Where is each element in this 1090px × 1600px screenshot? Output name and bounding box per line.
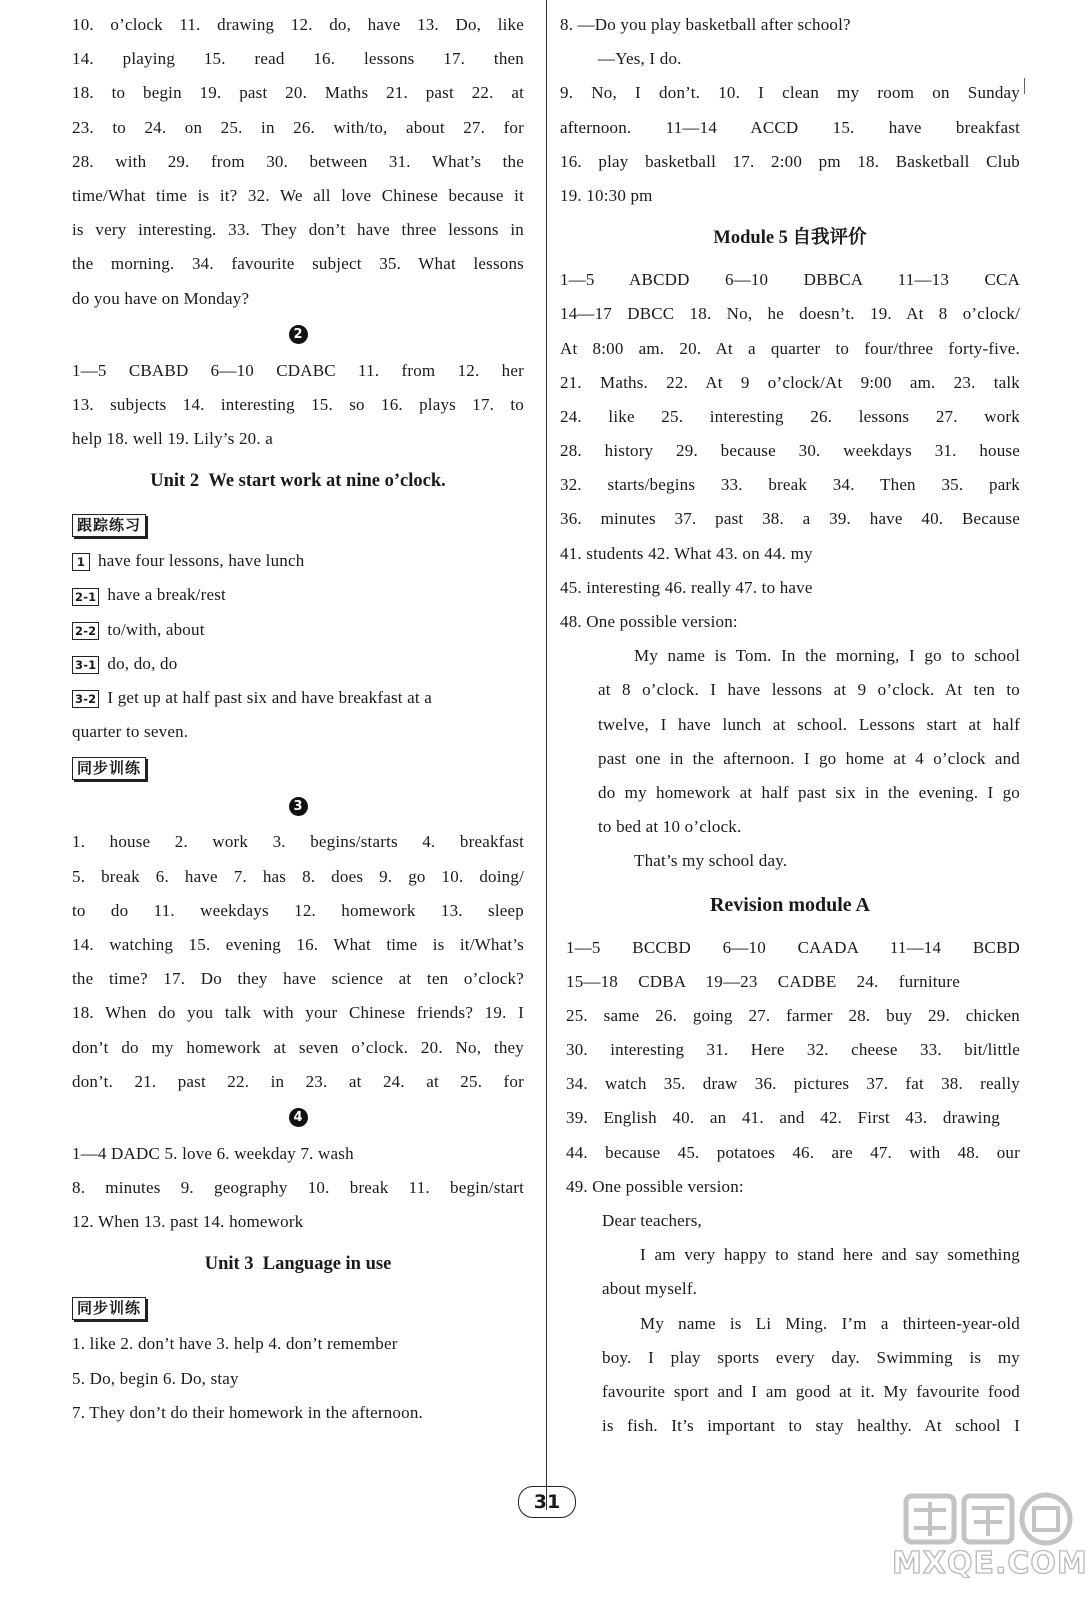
answer-line: 15—18 CDBA 19—23 CADBE 24. furniture <box>566 971 960 991</box>
essay-line: past one in the afternoon. I go home at 4 o’clock and <box>598 748 1020 768</box>
essay-line: to bed at 10 o’clock. <box>598 817 742 837</box>
answer-line <box>72 578 524 612</box>
section-number-4 <box>72 1099 524 1137</box>
answer-line: 28. with 29. from 30. between 31. What’s the <box>72 151 524 171</box>
answer-line: 1. like 2. don’t have 3. help 4. don’t remember <box>72 1334 398 1354</box>
answer-line: —Yes, I do. <box>598 49 682 69</box>
answer-line: 14. watching 15. evening 16. What time is it/What’s <box>72 934 524 954</box>
answer-line: 1. house 2. work 3. begins/starts 4. breakfast <box>72 832 524 852</box>
answer-line: 28. history 29. because 30. weekdays 31. house <box>560 441 1020 461</box>
answer-line: 18. to begin 19. past 20. Maths 21. past 22. at <box>72 83 524 103</box>
answer-line: to do 11. weekdays 12. homework 13. sleep <box>72 900 524 920</box>
answer-line: 13. subjects 14. interesting 15. so 16. plays 17. to <box>72 394 524 414</box>
step-tag: 1 <box>72 553 90 571</box>
answer-line: 41. students 42. What 43. on 44. my <box>560 543 813 563</box>
unit-title: We start work at nine o’clock. <box>208 471 446 492</box>
answer-line: afternoon. 11—14 ACCD 15. have breakfast <box>560 117 1020 137</box>
essay-line: I am very happy to stand here and say something <box>640 1245 1020 1265</box>
answer-line: 23. to 24. on 25. in 26. with/to, about 27. for <box>72 117 524 137</box>
essay-line: is fish. It’s important to stay healthy. At school I <box>602 1416 1020 1436</box>
step-tag: 3-2 <box>72 690 99 708</box>
answer-line: 7. They don’t do their homework in the afternoon. <box>72 1402 423 1422</box>
essay-line: favourite sport and I am good at it. My favourite food <box>602 1381 1020 1401</box>
unit-number: Unit 3 <box>204 1254 254 1275</box>
answer-line: 1—5 CBABD 6—10 CDABC 11. from 12. her <box>72 360 524 380</box>
answer-line: 48. One possible version: <box>560 612 738 631</box>
answer-line: 32. starts/begins 33. break 34. Then 35. park <box>560 475 1020 495</box>
revision-module-a-heading: Revision module A <box>709 893 871 916</box>
answer-line: 34. watch 35. draw 36. pictures 37. fat 38. really <box>566 1074 1020 1094</box>
answer-line: 25. same 26. going 27. farmer 28. buy 29. chicken <box>566 1005 1020 1025</box>
answer-line: the time? 17. Do they have science at ten o’clock? <box>72 969 524 989</box>
unit-2-heading <box>72 456 524 506</box>
answer-line <box>72 681 524 715</box>
answer-line: 45. interesting 46. really 47. to have <box>560 577 813 597</box>
unit-number: Unit 2 <box>150 471 200 492</box>
step-answer: do, do, do <box>107 653 178 673</box>
step-answer: have a break/rest <box>107 585 226 605</box>
answer-line: 1—5 BCCBD 6—10 CAADA 11—14 BCBD <box>566 937 1020 957</box>
answer-line: 21. Maths. 22. At 9 o’clock/At 9:00 am. 23. talk <box>560 372 1020 392</box>
essay-line: Dear teachers, <box>602 1211 703 1230</box>
essay-line: My name is Li Ming. I’m a thirteen-year-old <box>640 1313 1020 1333</box>
section-label-row <box>72 1289 524 1327</box>
step-answer: have four lessons, have lunch <box>98 551 305 571</box>
section-number-3 <box>72 787 524 825</box>
section-label-row <box>72 506 524 544</box>
answer-line: 44. because 45. potatoes 46. are 47. with 48. our <box>566 1142 1020 1162</box>
answer-line: 8. —Do you play basketball after school? <box>560 15 851 34</box>
answer-line: 36. minutes 37. past 38. a 39. have 40. Because <box>560 509 1020 529</box>
answer-line: 16. play basketball 17. 2:00 pm 18. Basketball Club <box>560 151 1020 171</box>
unit-title: Language in use <box>262 1254 392 1275</box>
step-tag: 2-2 <box>72 622 99 640</box>
step-answer: I get up at half past six and have breakfast at a <box>107 688 433 707</box>
section-label-row <box>72 749 524 787</box>
section-label: 同步训练 <box>72 757 146 780</box>
column-divider <box>546 0 547 1510</box>
page-number: 31 <box>518 1486 576 1518</box>
essay-line: about myself. <box>602 1279 698 1299</box>
answer-line: 12. When 13. past 14. homework <box>72 1212 304 1232</box>
answer-line: At 8:00 am. 20. At a quarter to four/three forty-five. <box>560 338 1020 358</box>
answer-line: 9. No, I don’t. 10. I clean my room on Sunday <box>560 83 1020 103</box>
margin-mark <box>1024 78 1025 94</box>
answer-line: 39. English 40. an 41. and 42. First 43. drawing <box>566 1108 1000 1128</box>
section-label: 同步训练 <box>72 1297 146 1320</box>
essay-line: twelve, I have lunch at school. Lessons start at half <box>598 714 1020 734</box>
answer-line: 5. Do, begin 6. Do, stay <box>72 1368 239 1388</box>
answer-line: 1—4 DADC 5. love 6. weekday 7. wash <box>72 1143 354 1163</box>
essay-line: do my homework at half past six in the evening. I go <box>598 782 1020 802</box>
answer-line: 14—17 DBCC 18. No, he doesn’t. 19. At 8 o’clock/ <box>560 304 1020 324</box>
answer-line: do you have on Monday? <box>72 288 250 308</box>
answer-line: help 18. well 19. Lily’s 20. a <box>72 429 274 449</box>
answer-line: 19. 10:30 pm <box>560 185 653 205</box>
essay-line: boy. I play sports every day. Swimming is my <box>602 1347 1020 1367</box>
answer-line: 5. break 6. have 7. has 8. does 9. go 10. doing/ <box>72 866 524 886</box>
step-tag: 2-1 <box>72 588 99 606</box>
answer-line: 30. interesting 31. Here 32. cheese 33. bit/little <box>566 1040 1020 1060</box>
essay-line: That’s my school day. <box>634 851 788 871</box>
answer-line: is very interesting. 33. They don’t have three lessons in <box>72 220 524 240</box>
circled-number: 4 <box>289 1108 308 1127</box>
essay-line: at 8 o’clock. I have lessons at 9 o’clock. At ten to <box>598 680 1020 700</box>
section-label: 跟踪练习 <box>72 514 146 537</box>
answer-line: time/What time is it? 32. We all love Chinese because it <box>72 185 524 205</box>
section-number-2 <box>72 316 524 354</box>
answer-line: don’t do my homework at seven o’clock. 20. No, they <box>72 1037 524 1057</box>
answer-line <box>72 544 524 578</box>
answer-line: the morning. 34. favourite subject 35. What lessons <box>72 254 524 274</box>
watermark <box>892 1488 1088 1594</box>
answer-line: don’t. 21. past 22. in 23. at 24. at 25. for <box>72 1071 524 1091</box>
answer-line: 14. playing 15. read 16. lessons 17. then <box>72 49 524 69</box>
watermark-text: MXQE.COM <box>892 1546 1088 1581</box>
circled-number: 3 <box>289 797 308 816</box>
circled-number: 2 <box>289 325 308 344</box>
right-column <box>560 8 1020 1443</box>
answer-line <box>72 613 524 647</box>
answer-line: 1—5 ABCDD 6—10 DBBCA 11—13 CCA <box>560 270 1020 290</box>
left-column <box>72 8 524 1430</box>
watermark-logo-icon <box>900 1488 1076 1548</box>
answer-line: 10. o’clock 11. drawing 12. do, have 13. Do, like <box>72 15 524 34</box>
essay-line: My name is Tom. In the morning, I go to school <box>634 646 1020 666</box>
answer-line: quarter to seven. <box>72 722 189 742</box>
step-tag: 3-1 <box>72 656 99 674</box>
answer-line: 49. One possible version: <box>566 1176 744 1196</box>
answer-line: 8. minutes 9. geography 10. break 11. begin/start <box>72 1178 524 1198</box>
answer-line: 18. When do you talk with your Chinese friends? 19. I <box>72 1003 524 1023</box>
unit-3-heading <box>72 1239 524 1289</box>
answer-line <box>72 647 524 681</box>
answer-line: 24. like 25. interesting 26. lessons 27. work <box>560 406 1020 426</box>
module-5-heading: Module 5 自我评价 <box>713 228 867 249</box>
step-answer: to/with, about <box>107 619 205 639</box>
